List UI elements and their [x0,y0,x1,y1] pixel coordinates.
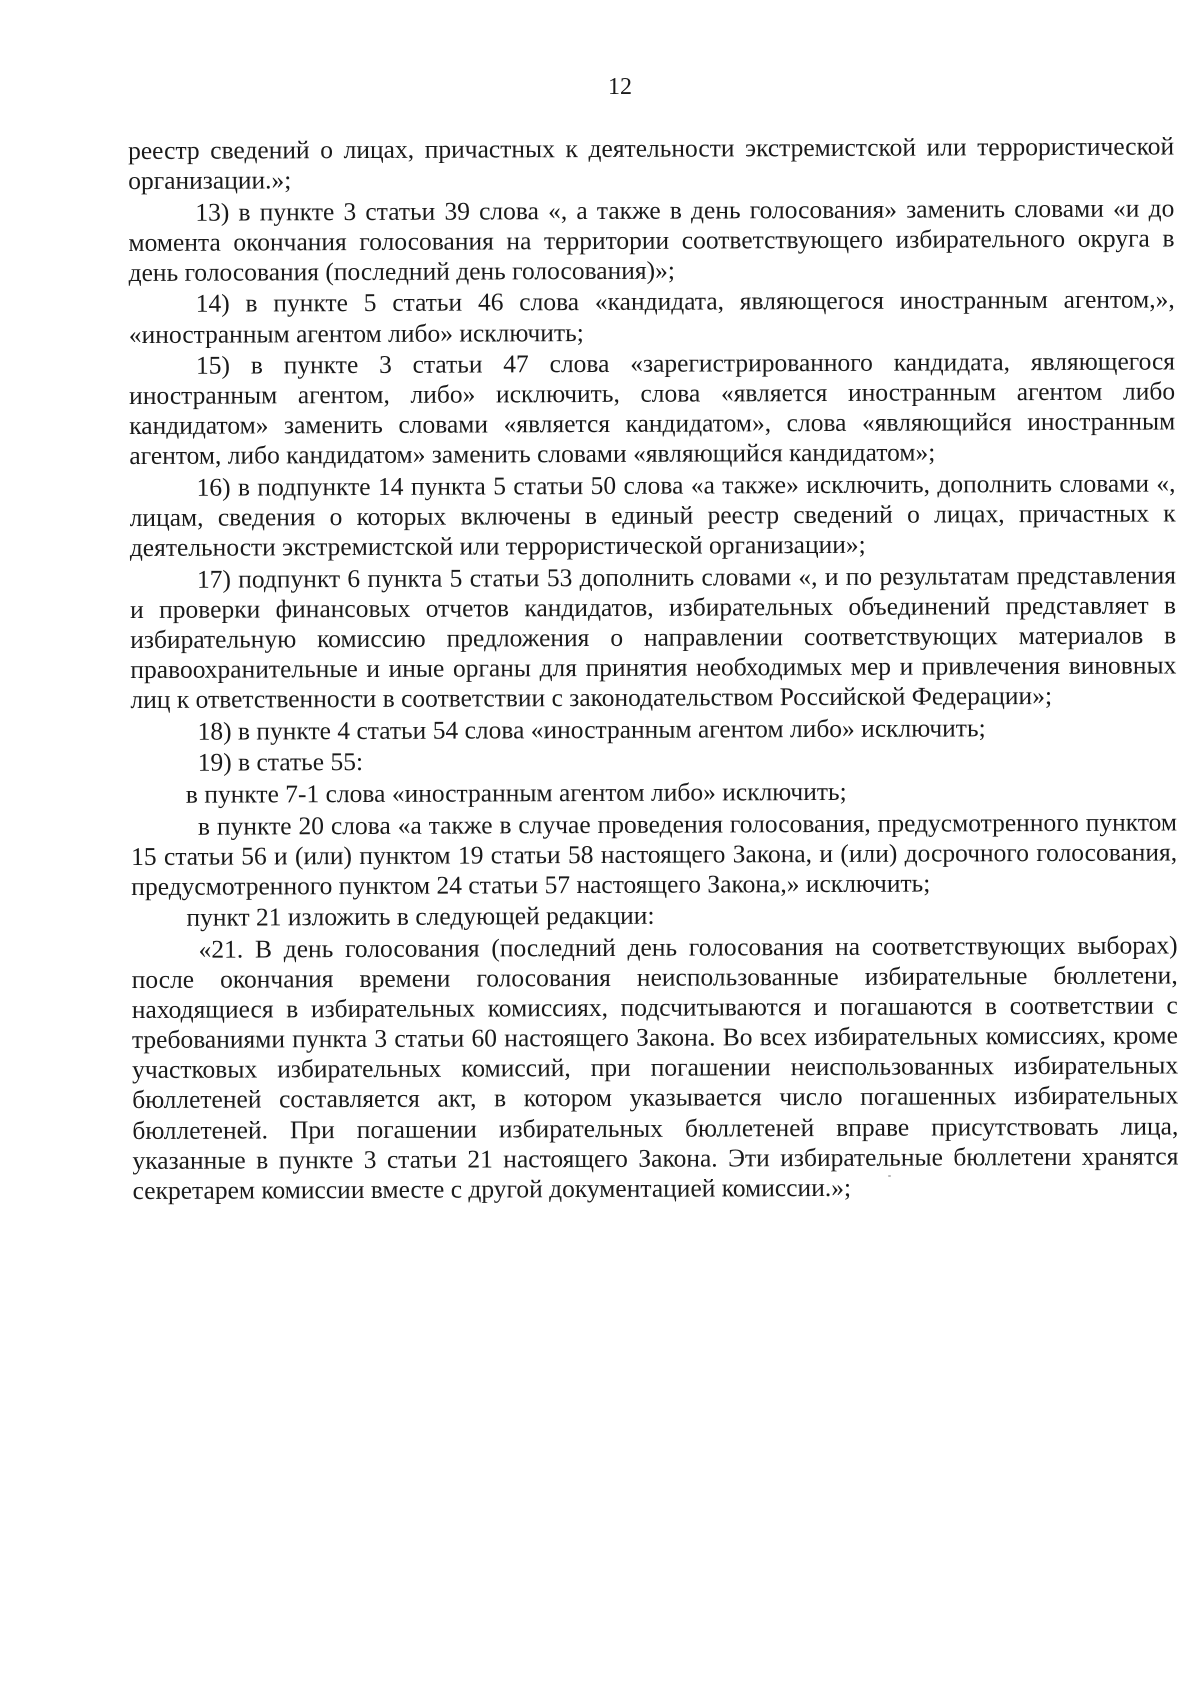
paragraph-item-16: 16) в подпункте 14 пункта 5 статьи 50 слова «а также» исключить, дополнить словами «, лицам, сведения о которых включены в единый реестр сведений о лицах, причастных к деятельности экстремистской или террористической организации»; [129,468,1176,563]
scan-speck [888,1175,891,1177]
paragraph-item-13: 13) в пункте 3 статьи 39 слова «, а также в день голосования» заменить словами «и до момента окончания голосования на территории соответствующего избирательного округа в день голосования (последний день голосования)»; [128,193,1175,287]
page-number: 12 [608,74,632,100]
paragraph-item-19-sub-21-text: «21. В день голосования (последний день голосования на соответствующих выборах) после окончания времени голосования неиспользованные избирательные бюллетени, находящиеся в избирательных комиссиях, подсчитываются и погашаются в соответствии с требованиями пункта 3 статьи 60 настоящего Закона. Во всех избирательных комиссиях, кроме участковых избирательных комиссий, при погашении неиспользованных избирательных бюллетеней составляется акт, в котором указывается число погашенных избирательных бюллетеней. При погашении избирательных бюллетеней вправе присутствовать лица, указанные в пункте 3 статьи 21 настоящего Закона. Эти избирательные бюллетени хранятся секретарем комиссии вместе с другой документацией комиссии.»; [131,930,1179,1205]
paragraph-continuation: реестр сведений о лицах, причастных к деятельности экстремистской или террористической организации.»; [128,131,1175,196]
paragraph-item-19-sub-20: в пункте 20 слова «а также в случае проведения голосования, предусмотренного пунктом 15 статьи 56 и (или) пунктом 19 статьи 58 настоящего Закона, и (или) досрочного голосования, предусмотренного пунктом 24 статьи 57 настоящего Закона,» исключить; [131,806,1178,901]
paragraph-item-15: 15) в пункте 3 статьи 47 слова «зарегистрированного кандидата, являющегося иностранным агентом, либо» исключить, слова «является иностранным агентом либо кандидатом» заменить словами «является кандидатом», слова «являющийся иностранным агентом, либо кандидатом» заменить словами «являющийся кандидатом»; [129,346,1176,471]
paragraph-item-18: 18) в пункте 4 статьи 54 слова «иностранным агентом либо» исключить; [197,713,986,746]
document-body [128,131,1179,1207]
paragraph-item-19-sub-21-intro: пункт 21 изложить в следующей редакции: [186,901,655,933]
paragraph-item-14: 14) в пункте 5 статьи 46 слова «кандидата, являющегося иностранным агентом,», «иностранным агентом либо» исключить; [128,284,1175,349]
paragraph-item-17: 17) подпункт 6 пункта 5 статьи 53 дополнить словами «, и по результатам представления и проверки финансовых отчетов кандидатов, избирательных объединений представляет в избирательную комиссию предложения о направлении соответствующих материалов в правоохранительные и иные органы для принятия необходимых мер и привлечения виновных лиц к ответственности в соответствии с законодательством Российской Федерации»; [130,560,1177,715]
paragraph-item-19: 19) в статье 55: [197,747,364,778]
paragraph-item-19-sub-7-1: в пункте 7-1 слова «иностранным агентом либо» исключить; [185,776,847,809]
